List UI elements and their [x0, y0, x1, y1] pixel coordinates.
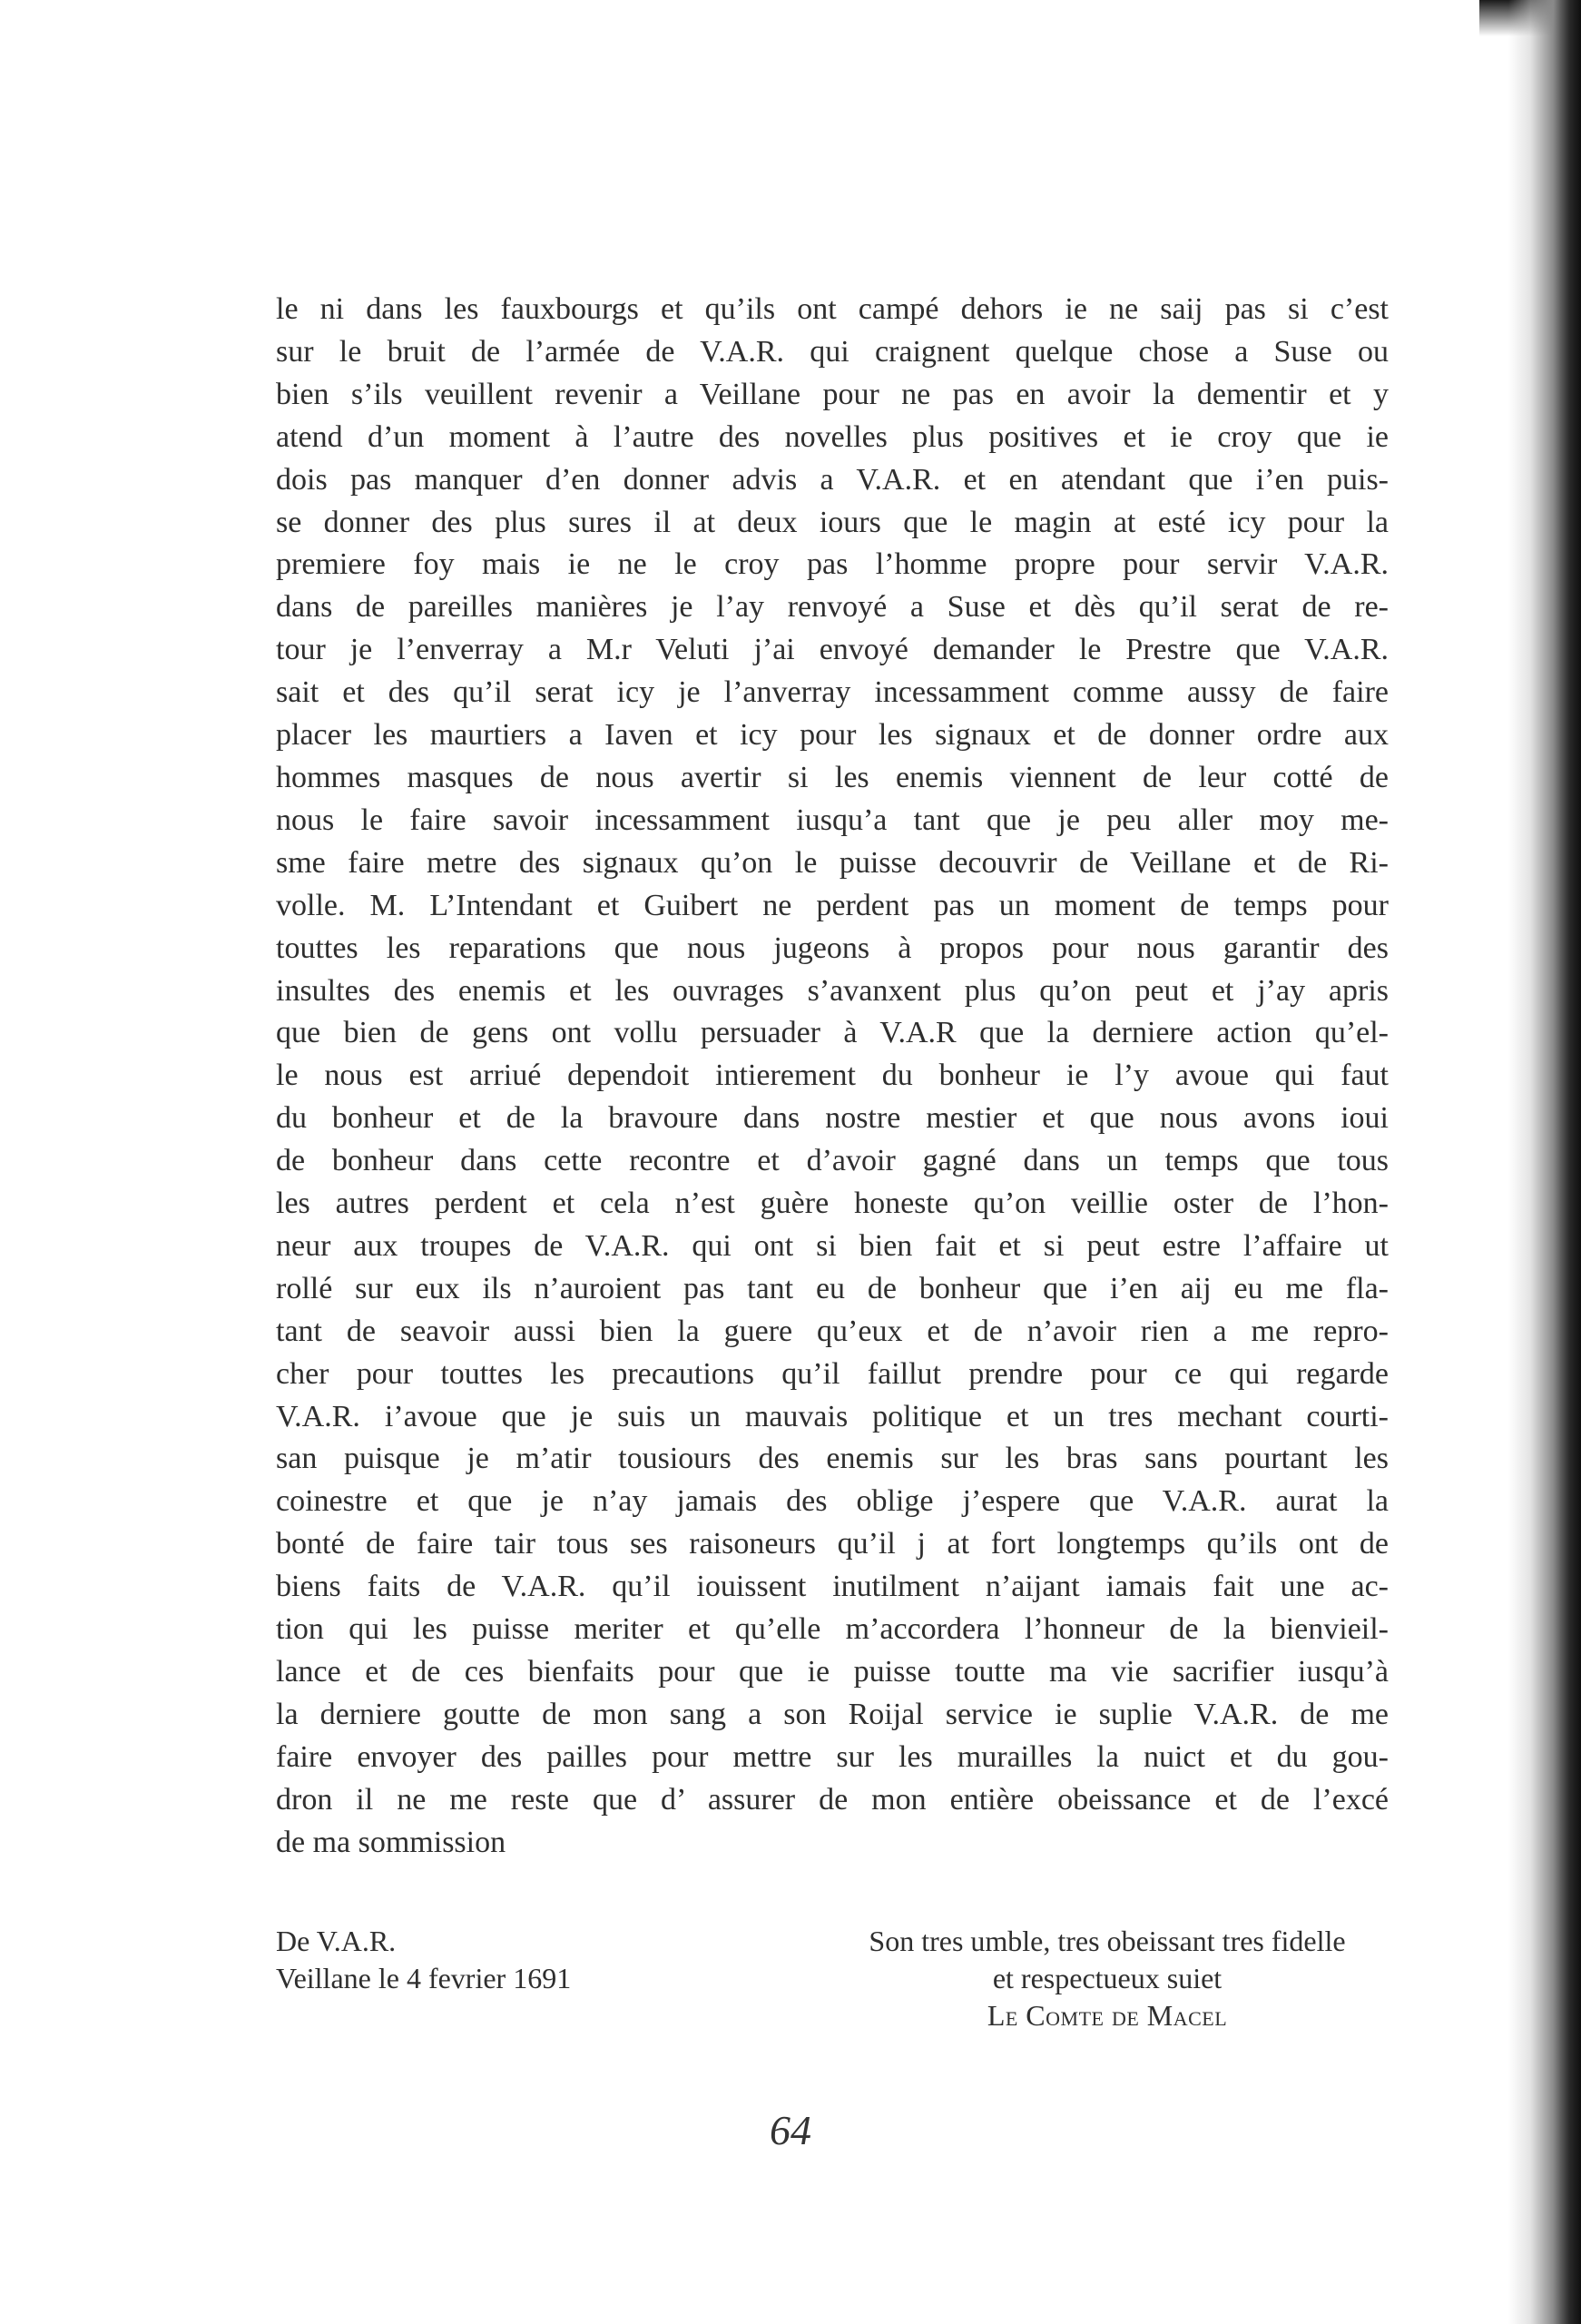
text-line: lance et de ces bienfaits pour que ie puisse toutte ma vie sacrifier iusqu’à: [276, 1655, 1389, 1689]
text-line: bien s’ils veuillent revenir a Veillane pour ne pas en avoir la dementir et y: [276, 377, 1389, 411]
text-line: coinestre et que je n’ay jamais des oblige j’espere que V.A.R. aurat la: [276, 1484, 1389, 1519]
text-line: faire envoyer des pailles pour mettre sur les murailles la nuict et du gou-: [276, 1739, 1389, 1774]
text-line: que bien de gens ont vollu persuader à V.A.R que la derniere action qu’el-: [276, 1016, 1389, 1050]
text-line: premiere foy mais ie ne le croy pas l’homme propre pour servir V.A.R.: [276, 547, 1389, 582]
text-line: rollé sur eux ils n’auroient pas tant eu de bonheur que i’en aij eu me fla-: [276, 1271, 1389, 1305]
text-line: atend d’un moment à l’autre des novelles plus positives et ie croy que ie: [276, 419, 1389, 454]
closing-addressee: De V.A.R.: [276, 1925, 397, 1957]
text-line: nous le faire savoir incessamment iusqu’a tant que je peu aller moy me-: [276, 803, 1389, 837]
text-line: les autres perdent et cela n’est guère honeste qu’on veillie oster de l’hon-: [276, 1187, 1389, 1221]
text-line: cher pour touttes les precautions qu’il faillut prendre pour ce qui regarde: [276, 1356, 1389, 1391]
closing-valediction: [817, 1923, 1398, 2034]
text-line: insultes des enemis et les ouvrages s’avanxent plus qu’on peut et j’ay apris: [276, 973, 1389, 1008]
book-binding-shadow: [1508, 0, 1581, 2324]
text-line: tion qui les puisse meriter et qu’elle m’accordera l’honneur de la bienvieil-: [276, 1612, 1389, 1647]
page-number: 64: [770, 2107, 811, 2153]
text-line: sur le bruit de l’armée de V.A.R. qui craignent quelque chose a Suse ou: [276, 334, 1389, 369]
text-line: du bonheur et de la bravoure dans nostre mestier et que nous avons ioui: [276, 1101, 1389, 1136]
text-line: dois pas manquer d’en donner advis a V.A.R. et en atendant que i’en puis-: [276, 462, 1389, 497]
valediction-line-1: Son tres umble, tres obeissant tres fidelle: [869, 1925, 1346, 1957]
text-line: dron il ne me reste que d’ assurer de mon entière obeissance et de l’excé: [276, 1782, 1389, 1817]
text-line: le nous est arriué dependoit intierement du bonheur ie l’y avoue qui faut: [276, 1059, 1389, 1093]
text-line: le ni dans les fauxbourgs et qu’ils ont campé dehors ie ne saij pas si c’est: [276, 292, 1389, 326]
text-line: touttes les reparations que nous jugeons à propos pour nous garantir des: [276, 931, 1389, 965]
signature-name: Le Comte de Macel: [987, 1999, 1228, 2032]
text-line: sme faire metre des signaux qu’on le puisse decouvrir de Veillane et de Ri-: [276, 845, 1389, 880]
text-line: V.A.R. i’avoue que je suis un mauvais politique et un tres mechant courti-: [276, 1399, 1389, 1433]
text-line: san puisque je m’atir tousiours des enemis sur les bras sans pourtant les: [276, 1442, 1389, 1476]
text-line: se donner des plus sures il at deux iours que le magin at esté icy pour la: [276, 505, 1389, 539]
text-line: volle. M. L’Intendant et Guibert ne perdent pas un moment de temps pour: [276, 888, 1389, 922]
text-line: tant de seavoir aussi bien la guere qu’eux et de n’avoir rien a me repro-: [276, 1314, 1389, 1348]
text-line: de bonheur dans cette recontre et d’avoir gagné dans un temps que tous: [276, 1144, 1389, 1178]
letter-body: [276, 289, 1389, 1865]
text-line: tour je l’enverray a M.r Veluti j’ai envoyé demander le Prestre que V.A.R.: [276, 633, 1389, 667]
text-line: biens faits de V.A.R. qu’il iouissent inutilment n’aijant iamais fait une ac-: [276, 1570, 1389, 1604]
text-line: hommes masques de nous avertir si les enemis viennent de leur cotté de: [276, 760, 1389, 794]
text-line: la derniere goutte de mon sang a son Roijal service ie suplie V.A.R. de me: [276, 1697, 1389, 1731]
text-line: de ma sommission: [276, 1825, 506, 1859]
text-line: dans de pareilles manières je l’ay renvoyé a Suse et dès qu’il serat de re-: [276, 590, 1389, 625]
text-line: placer les maurtiers a Iaven et icy pour les signaux et de donner ordre aux: [276, 718, 1389, 753]
text-line: sait et des qu’il serat icy je l’anverray incessamment comme aussy de faire: [276, 675, 1389, 710]
text-line: neur aux troupes de V.A.R. qui ont si bien fait et si peut estre l’affaire ut: [276, 1228, 1389, 1263]
text-line: bonté de faire tair tous ses raisoneurs qu’il j at fort longtemps qu’ils ont de: [276, 1527, 1389, 1561]
closing-place-date: [276, 1923, 571, 1997]
valediction-line-2: et respectueux suiet: [992, 1962, 1223, 1994]
closing-date-line: Veillane le 4 fevrier 1691: [276, 1962, 572, 1994]
